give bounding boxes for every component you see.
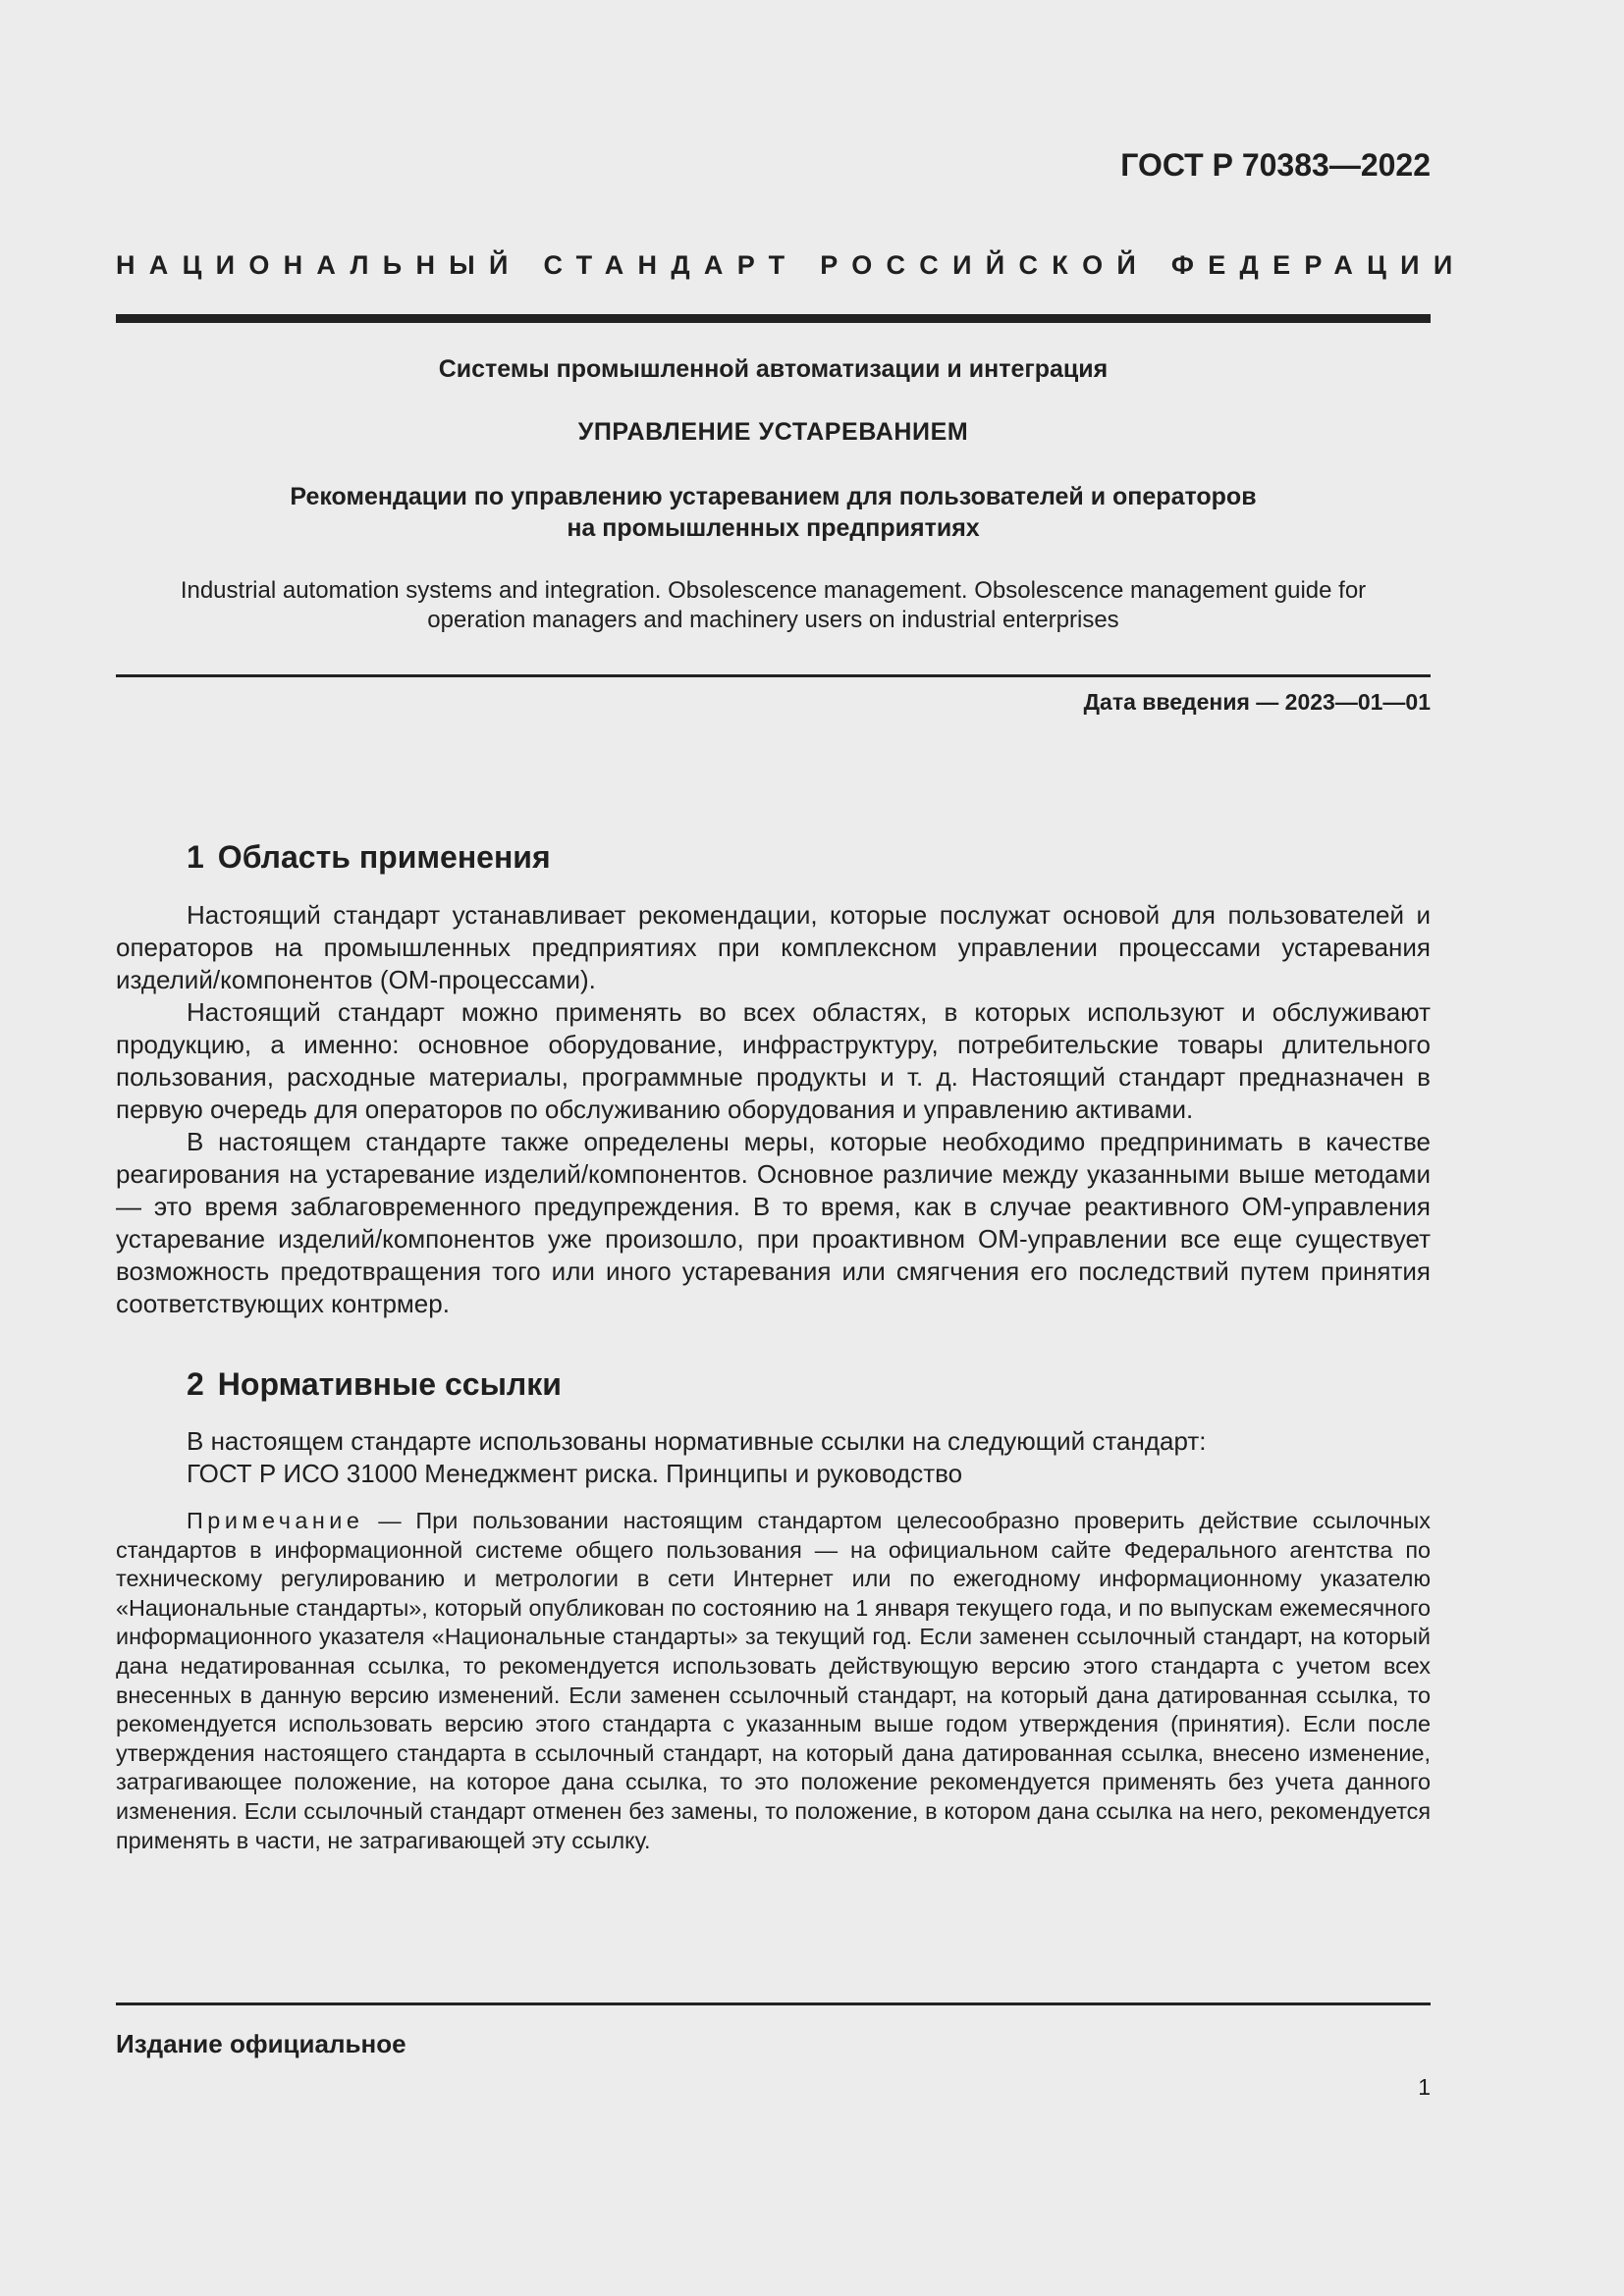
- section-2-note: [116, 1507, 1431, 1855]
- english-title-line-b: operation managers and machinery users on industrial enterprises: [427, 607, 1119, 633]
- title-subtitle-line-b: на промышленных предприятиях: [567, 514, 980, 542]
- section-2-references: [187, 1425, 1431, 1490]
- document-page: [116, 0, 1467, 2296]
- english-title-line-a: Industrial automation systems and integration. Obsolescence management. Obsolescence management guide for: [180, 577, 1367, 604]
- section-1-number: 1: [187, 839, 204, 875]
- section-2-number: 2: [187, 1366, 204, 1402]
- header-divider: [116, 314, 1431, 323]
- section-2-heading: [187, 1366, 562, 1403]
- official-edition-label: Издание официальное: [116, 2029, 406, 2058]
- standard-code: ГОСТ Р 70383—2022: [1120, 147, 1431, 183]
- title-main: УПРАВЛЕНИЕ УСТАРЕВАНИЕМ: [577, 418, 969, 446]
- section-2-title: Нормативные ссылки: [217, 1366, 562, 1402]
- introduction-date: Дата введения — 2023—01—01: [1083, 689, 1431, 715]
- note-label: Примечание: [187, 1508, 364, 1533]
- title-subtitle-line-a: Рекомендации по управлению устареванием для пользователей и операторов: [290, 483, 1257, 510]
- references-intro: В настоящем стандарте использованы нормативные ссылки на следующий стандарт:: [187, 1426, 1207, 1456]
- note-paragraph: [116, 1507, 1431, 1855]
- english-title: [116, 576, 1431, 635]
- section-1-paragraph: В настоящем стандарте также определены меры, которые необходимо предпринимать в качестве реагирования на устаревание изделий/компонентов. Основное различие между указанными выше методами — это время заблаговременного предупреждения. В то время, как в случае реактивного ОМ-управления устаревание изделий/компонентов уже произошло, при проактивном ОМ-управлении все еще существует возможность предотвращения того или иного устаревания или смягчения его последствий путем принятия соответствующих контрмер.: [116, 1127, 1431, 1318]
- national-standard-heading: НАЦИОНАЛЬНЫЙ СТАНДАРТ РОССИЙСКОЙ ФЕДЕРАЦИИ: [116, 250, 1467, 280]
- section-1-paragraph: Настоящий стандарт можно применять во всех областях, в которых используют и обслуживают продукцию, а именно: основное оборудование, инфраструктуру, потребительские товары длительного пользования, расходные материалы, программные продукты и т. д. Настоящий стандарт предназначен в первую очередь для операторов по обслуживанию оборудования и управлению активами.: [116, 997, 1431, 1124]
- title-line-1: Системы промышленной автоматизации и интеграция: [438, 355, 1109, 383]
- section-1-heading: [187, 839, 551, 876]
- section-1-body: [116, 899, 1431, 1320]
- reference-item: ГОСТ Р ИСО 31000 Менеджмент риска. Принципы и руководство: [187, 1459, 963, 1488]
- note-text: — При пользовании настоящим стандартом целесообразно проверить действие ссылочных стандартов в информационной системе общего пользования — на официальном сайте Федерального агентства по техническому регулированию и метрологии в сети Интернет или по ежегодному информационному указателю «Национальные стандарты», который опубликован по состоянию на 1 января текущего года, и по выпускам ежемесячного информационного указателя «Национальные стандарты» за текущий год. Если заменен ссылочный стандарт, на который дана недатированная ссылка, то рекомендуется использовать действующую версию этого стандарта с учетом всех внесенных в данную версию изменений. Если заменен ссылочный стандарт, на который дана датированная ссылка, то рекомендуется использовать версию этого стандарта с указанным выше годом утверждения (принятия). Если после утверждения настоящего стандарта в ссылочный стандарт, на который дана датированная ссылка, внесено изменение, затрагивающее положение, на которое дана ссылка, то это положение рекомендуется применять без учета данного изменения. Если ссылочный стандарт отменен без замены, то положение, в котором дана ссылка на него, рекомендуется применять в части, не затрагивающей эту ссылку.: [116, 1508, 1431, 1853]
- section-1-title: Область применения: [217, 839, 551, 875]
- title-divider: [116, 674, 1431, 677]
- section-1-paragraph: Настоящий стандарт устанавливает рекомендации, которые послужат основой для пользователей и операторов на промышленных предприятиях при комплексном управлении процессами устаревания изделий/компонентов (ОМ-процессами).: [116, 900, 1431, 994]
- footer-divider: [116, 2002, 1431, 2005]
- title-subtitle: [116, 481, 1431, 544]
- page-number: 1: [1418, 2074, 1431, 2100]
